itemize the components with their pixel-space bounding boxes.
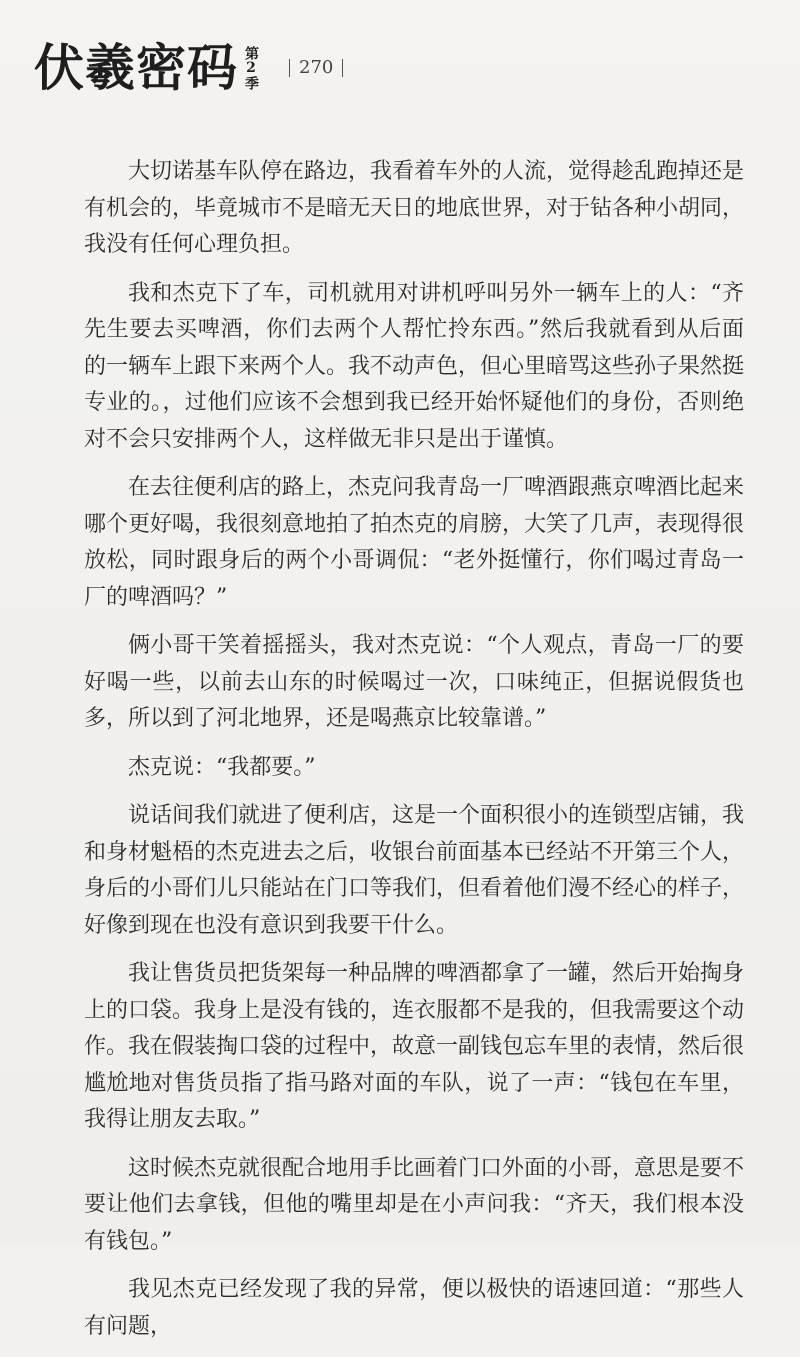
page-number: 270 (299, 57, 334, 78)
paragraph: 我让售货员把货架每一种品牌的啤酒都拿了一罐，然后开始掏身上的口袋。我身上是没有钱的，连衣服都不是我的，但我需要这个动作。我在假装掏口袋的过程中，故意一副钱包忘车里的表情，然后很尴尬地对售货员指了指马路对面的车队，说了一声：“钱包在车里，我得让朋友去取。” (84, 961, 745, 1132)
body-text (84, 154, 744, 1357)
season-label: 第2季 (243, 46, 259, 90)
paragraph: 大切诺基车队停在路边，我看着车外的人流，觉得趁乱跑掉还是有机会的，毕竟城市不是暗无天日的地底世界，对于钻各种小胡同，我没有任何心理负担。 (84, 159, 745, 257)
page-number-divider-left (289, 59, 290, 77)
page-number-divider-right (342, 59, 343, 77)
paragraph: 在去往便利店的路上，杰克问我青岛一厂啤酒跟燕京啤酒比起来哪个更好喝，我很刻意地拍了拍杰克的肩膀，大笑了几声，表现得很放松，同时跟身后的两个小哥调侃：“老外挺懂行，你们喝过青岛一厂的啤酒吗？” (84, 475, 745, 610)
paragraph: 我和杰克下了车，司机就用对讲机呼叫另外一辆车上的人：“齐先生要去买啤酒，你们去两个人帮忙拎东西。”然后我就看到从后面的一辆车上跟下来两个人。我不动声色，但心里暗骂这些孙子果然挺专业的。，过他们应该不会想到我已经开始怀疑他们的身份，否则绝对不会只安排两个人，这样做无非只是出于谨慎。 (84, 280, 745, 452)
paragraph: 说话间我们就进了便利店，这是一个面积很小的连锁型店铺，我和身材魁梧的杰克进去之后，收银台前面基本已经站不开第三个人，身后的小哥们儿只能站在门口等我们，但看着他们漫不经心的样子，好像到现在也没有意识到我要干什么。 (84, 803, 745, 938)
paragraph: 俩小哥干笑着摇摇头，我对杰克说：“个人观点，青岛一厂的要好喝一些，以前去山东的时候喝过一次，口味纯正，但据说假货也多，所以到了河北地界，还是喝燕京比较靠谱。” (84, 633, 744, 731)
page-number-block (280, 58, 352, 78)
paragraph: 我见杰克已经发现了我的异常，便以极快的语速回道：“那些人有问题， (84, 1277, 744, 1339)
page-header (34, 36, 352, 106)
paragraph: 杰克说：“我都要。” (128, 754, 316, 780)
paragraph: 这时候杰克就很配合地用手比画着门口外面的小哥，意思是要不要让他们去拿钱，但他的嘴里却是在小声问我：“齐天，我们根本没有钱包。” (84, 1155, 745, 1254)
book-title: 伏羲密码 (34, 38, 238, 97)
